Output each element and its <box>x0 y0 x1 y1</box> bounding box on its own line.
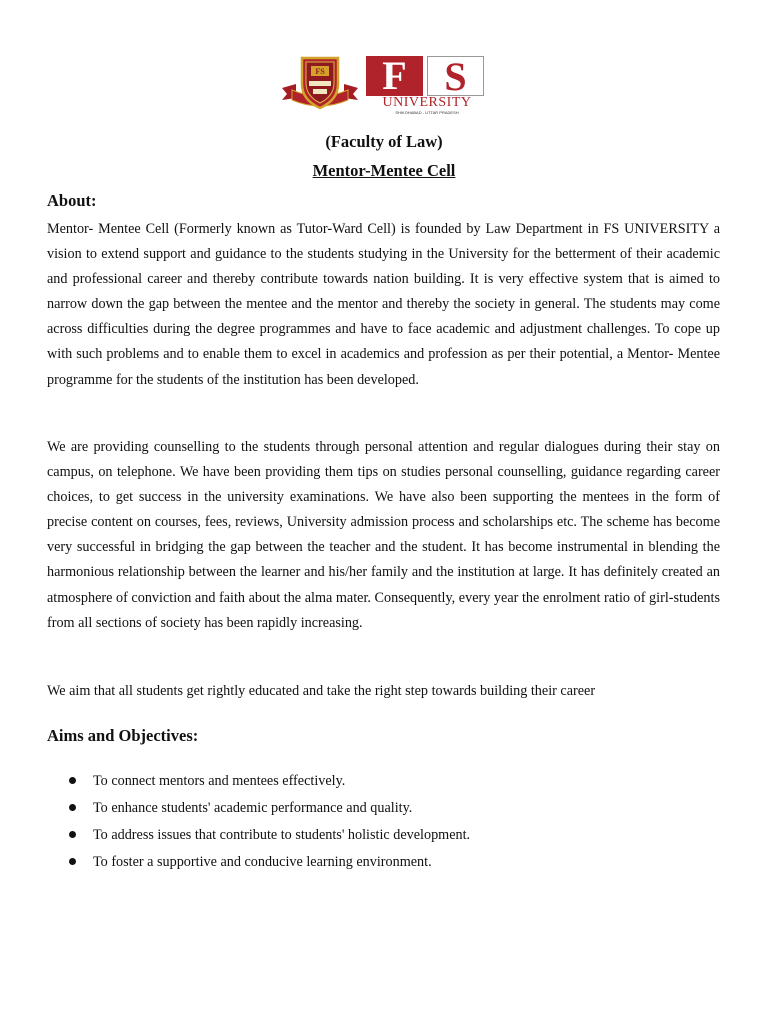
aims-list <box>47 769 720 877</box>
logo-letter-f: F <box>366 56 423 96</box>
list-item <box>47 850 720 877</box>
list-item <box>47 769 720 796</box>
aims-heading: Aims and Objectives: <box>47 726 199 745</box>
page-title <box>0 160 768 182</box>
university-logo <box>280 54 490 116</box>
logo-location-text: SHIKOHABAD - UTTAR PRADESH <box>395 110 459 115</box>
page-title-text: Mentor-Mentee Cell <box>312 161 456 180</box>
aim-text: To foster a supportive and conducive learning environment. <box>93 854 432 870</box>
fs-university-wordmark <box>366 53 488 115</box>
list-item <box>47 823 720 850</box>
university-crest-icon <box>280 54 360 114</box>
bullet-icon <box>69 858 76 865</box>
about-heading: About: <box>47 191 97 210</box>
logo-university-text: UNIVERSITY <box>382 95 472 110</box>
about-paragraph-1: Mentor- Mentee Cell (Formerly known as Tutor-Ward Cell) is founded by Law Department in FS UNIVERSITY a vision to extend support and guidance to the students studying in the University for the betterment of their academic and professional career and thereby contribute towards nation building. It is very effective system that is aimed to narrow down the gap between the mentee and the mentor and thereby the society in general. The students may come across difficulties during the degree programmes and have to face academic and adjustment challenges. To cope up with such problems and to enable them to excel in academics and profession as per their potential, a Mentor- Mentee programme for the students of the institution has been developed. <box>47 221 720 388</box>
faculty-heading: (Faculty of Law) <box>325 132 443 151</box>
bullet-icon <box>69 831 76 838</box>
bullet-icon <box>69 777 76 784</box>
aim-text: To enhance students' academic performance and quality. <box>93 800 413 816</box>
bullet-icon <box>69 804 76 811</box>
logo-letter-s: S <box>427 56 484 96</box>
aim-text: To address issues that contribute to students' holistic development. <box>93 827 471 843</box>
aim-text: To connect mentors and mentees effectively. <box>93 773 346 789</box>
crest-text: FS <box>315 67 325 76</box>
list-item <box>47 796 720 823</box>
about-paragraph-2: We are providing counselling to the students through personal attention and regular dialogues during their stay on campus, on telephone. We have been providing them tips on studies personal counselling, guidance regarding career choices, to get success in the university examinations. We have also been supporting the mentees in the form of precise content on courses, fees, reviews, University admission process and scholarships etc. The scheme has become very successful in bridging the gap between the teacher and the student. It has become instrumental in blending the harmonious relationship between the learner and his/her family and the institution at large. It has definitely created an atmosphere of conviction and faith about the alma mater. Consequently, every year the enrolment ratio of girl-students from all sections of society has been rapidly increasing. <box>47 439 720 631</box>
about-paragraph-3: We aim that all students get rightly educated and take the right step towards building their career <box>47 683 596 699</box>
